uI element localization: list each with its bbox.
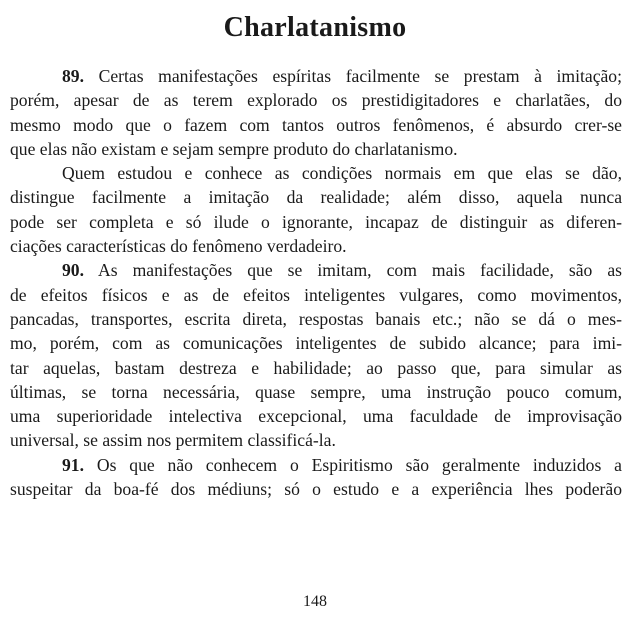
text-line: que elas não existam e sejam sempre produto do charlatanismo.: [10, 138, 458, 159]
chapter-title: Charlatanismo: [223, 12, 407, 43]
text-line: ciações características do fenômeno verdadeiro.: [10, 236, 347, 257]
text-line: Quem estudou e conhece as condições normais em que elas se dão,: [62, 163, 622, 184]
body-text: [10, 64, 622, 501]
text-line: distingue facilmente a imitação da realidade; além disso, aquela nunca: [10, 187, 622, 208]
paragraph-number: 89.: [62, 66, 84, 86]
text-line: mesmo modo que o fazem com tantos outros fenômenos, é absurdo crer-se: [10, 114, 622, 135]
text-line: de efeitos físicos e as de efeitos inteligentes vulgares, como movimentos,: [10, 284, 622, 305]
text-line: uma superioridade intelectiva excepcional, uma faculdade de improvisação: [10, 406, 622, 427]
paragraph-number: 90.: [62, 260, 84, 281]
text-line: 89. Certas manifestações espíritas facilmente se prestam à imitação;: [62, 66, 622, 86]
text-line: últimas, se torna necessária, quase sempre, uma instrução pouco comum,: [10, 381, 622, 402]
page-number: 148: [303, 593, 327, 610]
text-line: tar aquelas, bastam destreza e habilidade; ao passo que, para simular as: [10, 357, 622, 378]
text-line: porém, apesar de as terem explorado os prestidigitadores e charlatães, do: [10, 90, 622, 111]
text-line: suspeitar da boa-fé dos médiuns; só o estudo e a experiência lhes poderão: [10, 479, 622, 500]
text-line: 91. Os que não conhecem o Espiritismo são geralmente induzidos a: [62, 454, 622, 475]
text-line: pode ser completa e só ilude o ignorante, incapaz de distinguir as diferen-: [10, 211, 622, 232]
text-line: 90. As manifestações que se imitam, com mais facilidade, são as: [62, 260, 622, 281]
text-line: mo, porém, com as comunicações inteligentes de subido alcance; para imi-: [10, 333, 622, 354]
text-line: universal, se assim nos permitem classificá-la.: [10, 430, 336, 451]
paragraph-number: 91.: [62, 454, 84, 475]
text-line: pancadas, transportes, escrita direta, respostas banais etc.; não se dá o mes-: [10, 308, 622, 329]
